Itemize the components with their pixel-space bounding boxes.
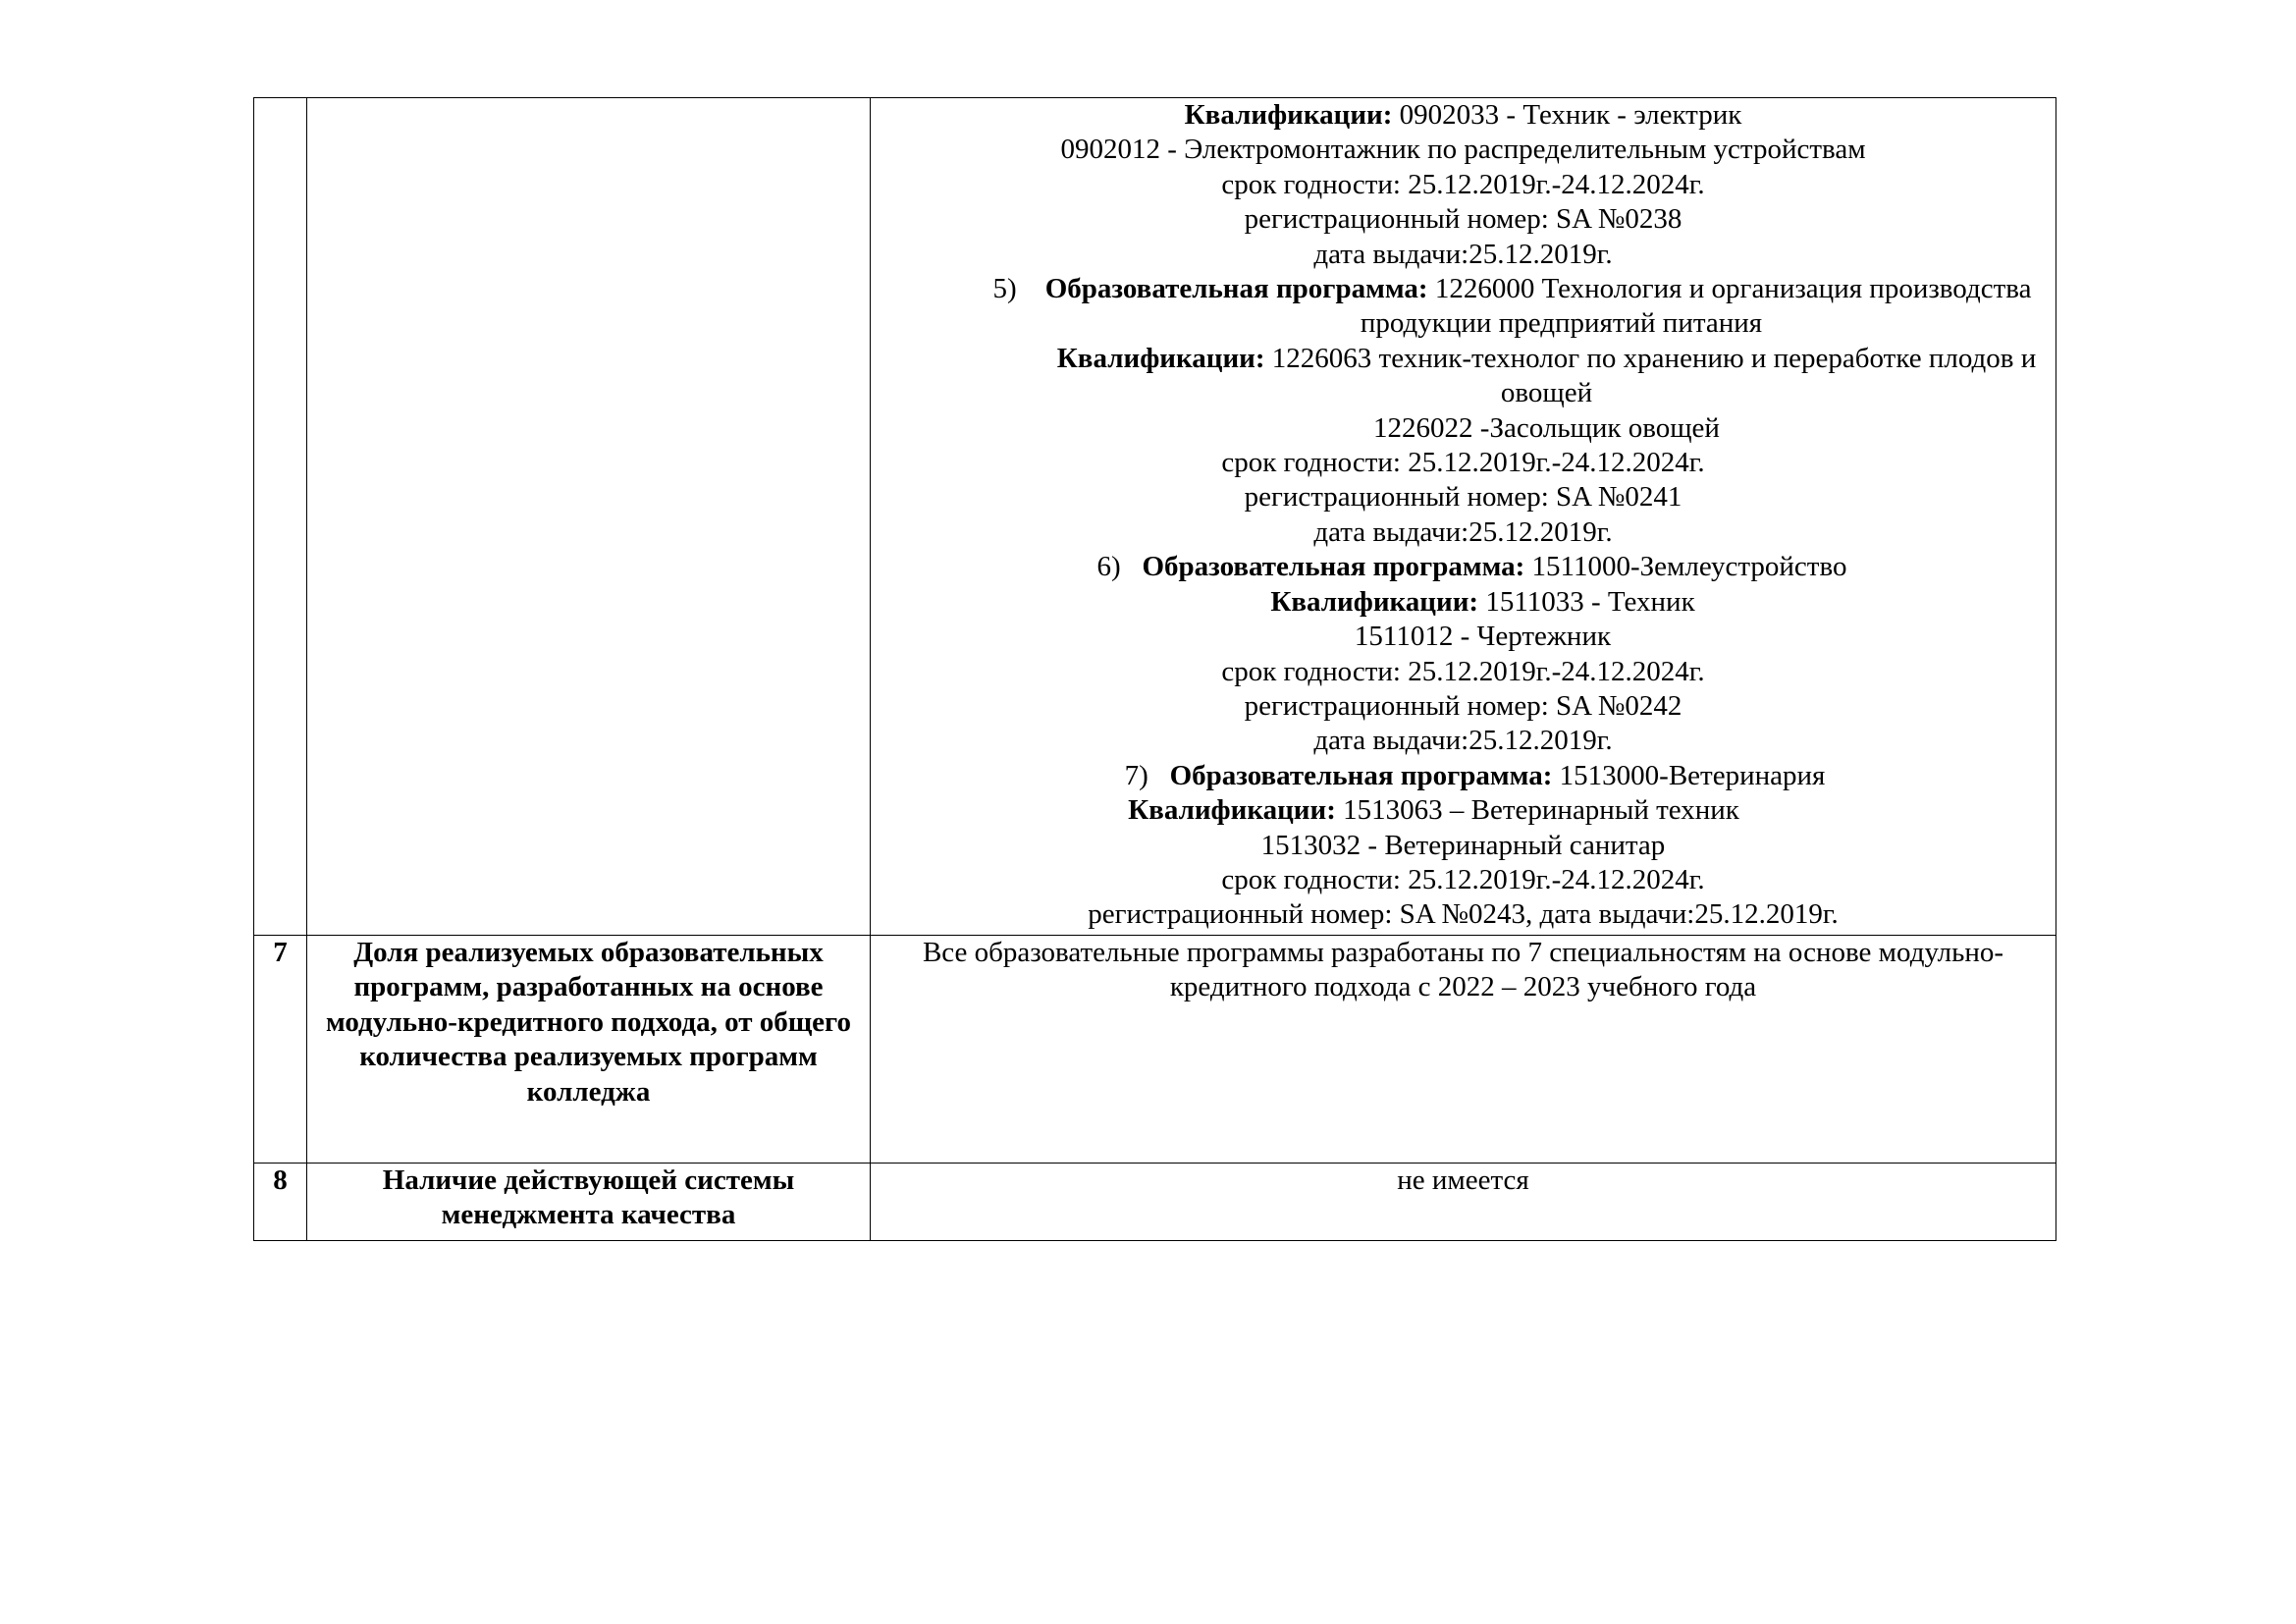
issue-date-line: дата выдачи:25.12.2019г. bbox=[1313, 515, 1613, 548]
registration-issue-line: регистрационный номер: SA №0243, дата выдачи:25.12.2019г. bbox=[1088, 898, 1839, 931]
row-title: Доля реализуемых образовательных программ, разработанных на основе модульно-кредитного подхода, от общего количества реализуемых программ колледжа bbox=[307, 936, 871, 1164]
row-number: 7 bbox=[254, 936, 307, 1164]
row-title-cell bbox=[307, 98, 871, 936]
qualification-5-line: Квалификации: 1226063 техник-технолог по хранению и переработке плодов и bbox=[1056, 342, 2037, 374]
table-row-7 bbox=[254, 936, 2056, 1164]
table-row-continued bbox=[254, 98, 2056, 936]
validity-line: срок годности: 25.12.2019г.-24.12.2024г. bbox=[1221, 863, 1705, 895]
qualification-5-line-2: овощей bbox=[1500, 377, 1593, 409]
table-row-8 bbox=[254, 1164, 2056, 1241]
qualification-6-line-2: 1511012 - Чертежник bbox=[1354, 621, 1612, 653]
qualification-7-line-2: 1513032 - Ветеринарный санитар bbox=[1260, 829, 1666, 861]
registration-line: регистрационный номер: SA №0241 bbox=[1244, 481, 1682, 514]
document-table bbox=[253, 97, 2056, 1241]
row-content: не имеется bbox=[871, 1164, 2056, 1241]
registration-line: регистрационный номер: SA №0242 bbox=[1244, 689, 1682, 722]
issue-date-line: дата выдачи:25.12.2019г. bbox=[1313, 238, 1613, 270]
issue-date-line: дата выдачи:25.12.2019г. bbox=[1313, 725, 1613, 757]
program-5-line-2: продукции предприятий питания bbox=[1360, 307, 1763, 340]
qualification-line: Квалификации: 0902033 - Техник - электрик bbox=[1184, 99, 1742, 131]
program-6-line: 6) Образовательная программа: 1511000-Землеустройство bbox=[1096, 551, 1847, 583]
row-number-cell bbox=[254, 98, 307, 936]
validity-line: срок годности: 25.12.2019г.-24.12.2024г. bbox=[1221, 655, 1705, 687]
validity-line: срок годности: 25.12.2019г.-24.12.2024г. bbox=[1221, 168, 1705, 200]
qualification-line-2: 0902012 - Электромонтажник по распределительным устройствам bbox=[1060, 134, 1866, 166]
row-content: Все образовательные программы разработаны по 7 специальностям на основе модульно-кредитного подхода с 2022 – 2023 учебного года bbox=[871, 936, 2056, 1164]
registration-line: регистрационный номер: SA №0238 bbox=[1244, 203, 1682, 236]
validity-line: срок годности: 25.12.2019г.-24.12.2024г. bbox=[1221, 447, 1705, 479]
program-7-line: 7) Образовательная программа: 1513000-Ветеринария bbox=[1124, 759, 1826, 791]
row-number: 8 bbox=[254, 1164, 307, 1241]
qualification-5-line-3: 1226022 -Засольщик овощей bbox=[1373, 411, 1720, 444]
program-5-line: 5) Образовательная программа: 1226000 Технология и организация производства bbox=[992, 273, 2032, 305]
qualification-6-line: Квалификации: 1511033 - Техник bbox=[1270, 585, 1695, 618]
row-content-cell bbox=[871, 98, 2056, 936]
row-title: Наличие действующей системы менеджмента качества bbox=[307, 1164, 871, 1241]
qualification-7-line: Квалификации: 1513063 – Ветеринарный техник bbox=[1128, 794, 1739, 827]
